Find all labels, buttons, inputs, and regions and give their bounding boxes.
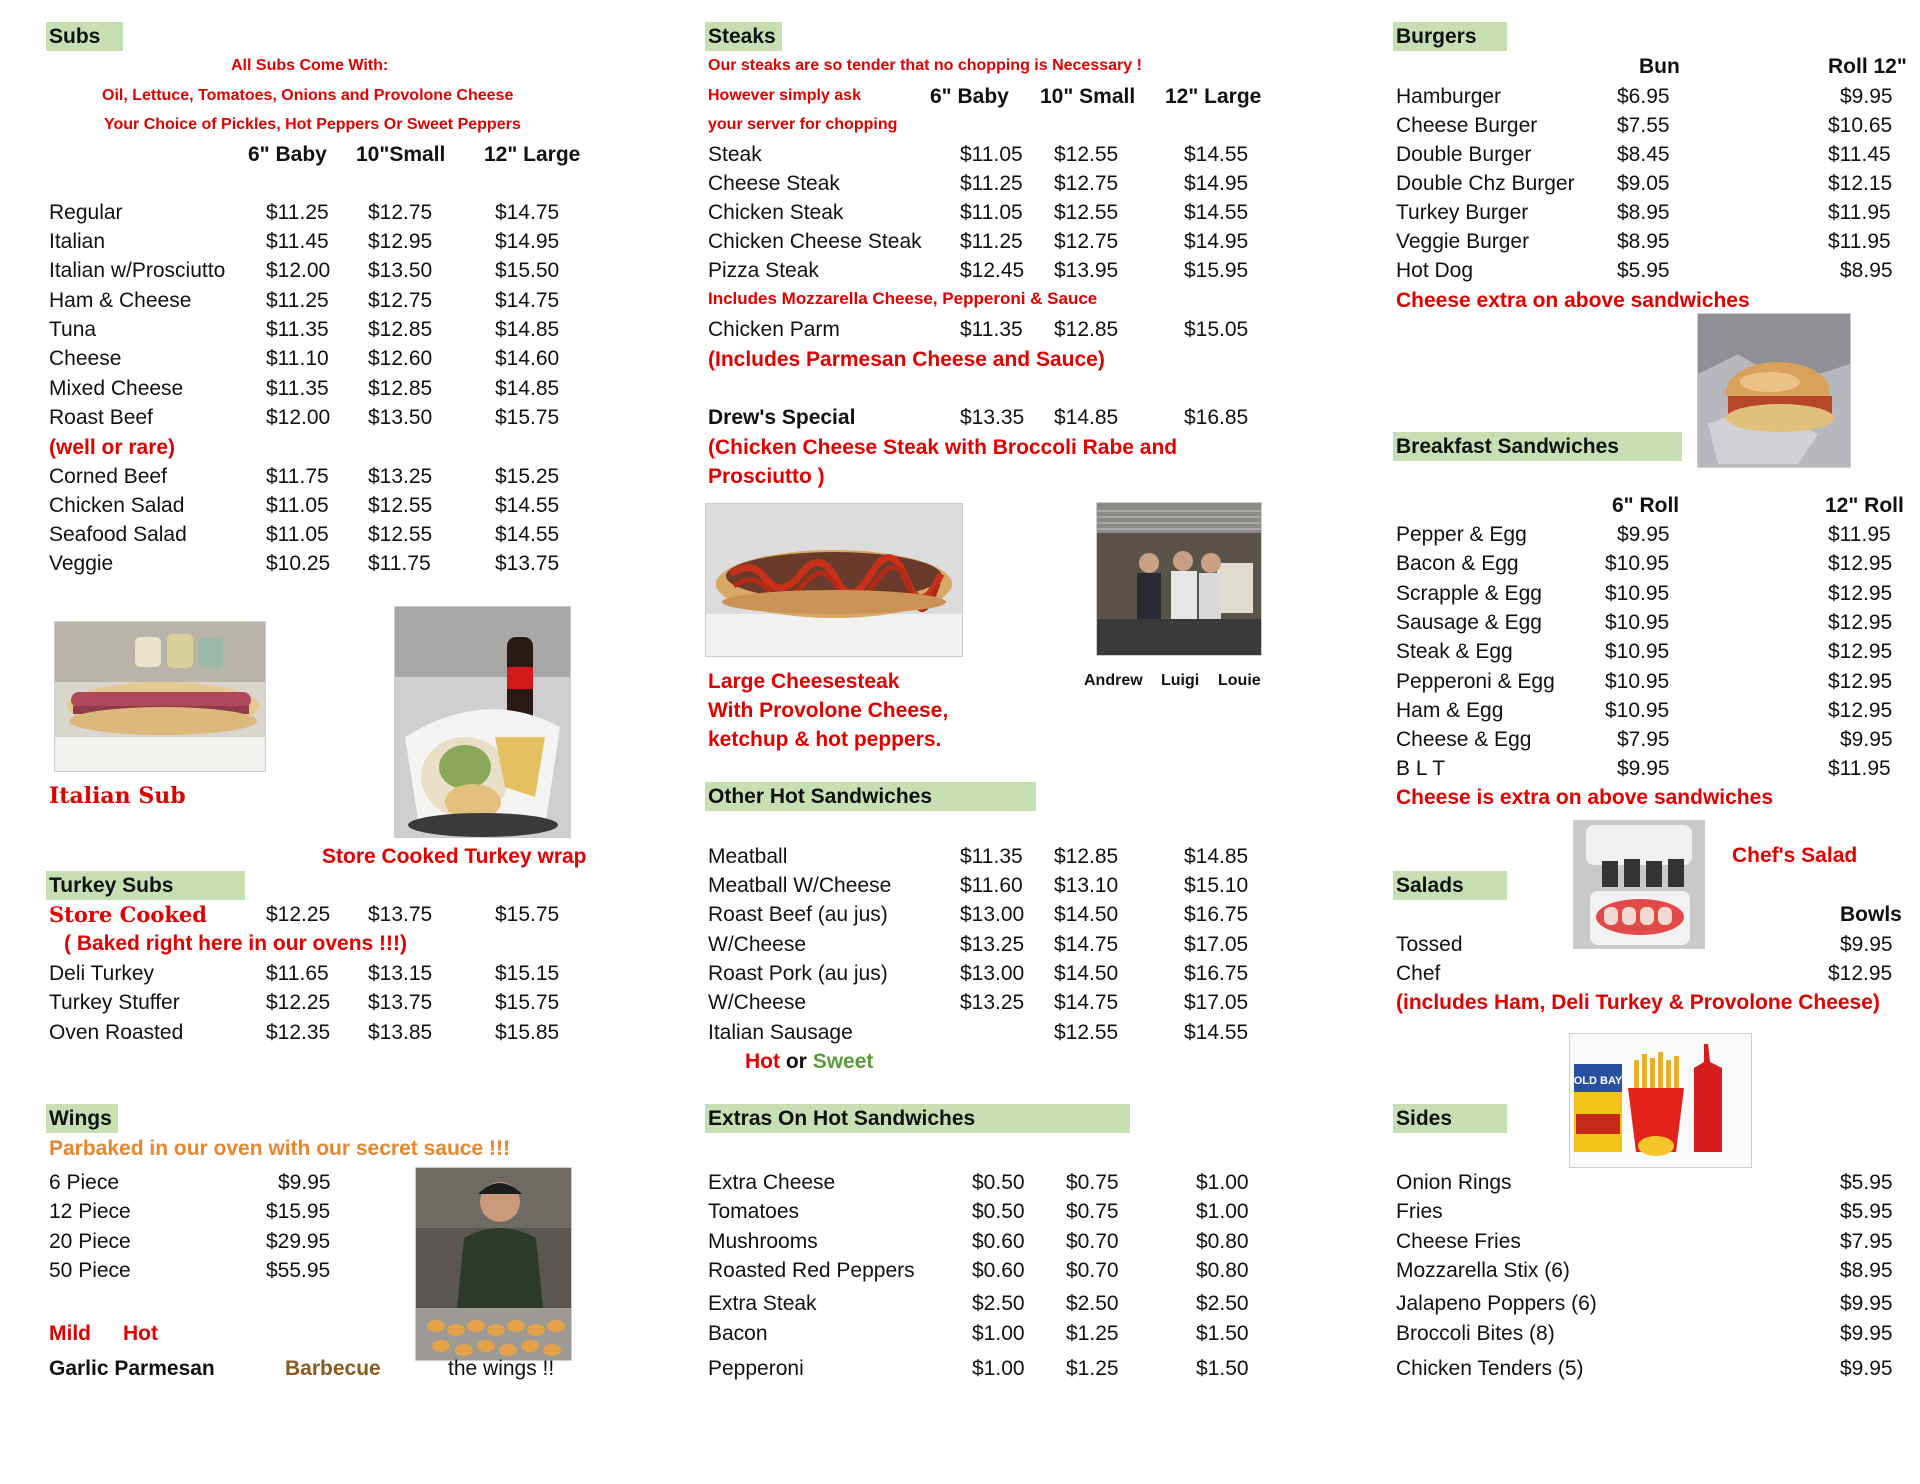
menu-cell: $14.50 xyxy=(1054,962,1119,985)
menu-cell: $11.45 xyxy=(1828,143,1891,166)
menu-cell: $12.35 xyxy=(266,1021,331,1044)
subs-note-2: Oil, Lettuce, Tomatoes, Onions and Provolone Cheese xyxy=(102,87,514,104)
menu-cell: $15.95 xyxy=(266,1200,331,1223)
menu-cell: $14.55 xyxy=(495,494,560,517)
menu-cell: W/Cheese xyxy=(708,991,807,1014)
old-bay-logo-text: OLD BAY xyxy=(1573,1075,1623,1087)
person-andrew: Andrew xyxy=(1084,672,1143,689)
menu-cell: $12.55 xyxy=(368,523,433,546)
menu-cell: $2.50 xyxy=(1066,1292,1119,1315)
turkey-wrap-caption: Store Cooked Turkey wrap xyxy=(322,845,587,868)
steaks-col-small: 10" Small xyxy=(1040,85,1136,108)
menu-cell: $5.95 xyxy=(1840,1171,1893,1194)
burgers-col-bun: Bun xyxy=(1639,55,1680,78)
menu-cell: $12.60 xyxy=(368,347,433,370)
menu-cell: $11.25 xyxy=(960,172,1023,195)
menu-cell: $14.95 xyxy=(495,230,560,253)
burgers-header: Burgers xyxy=(1393,22,1507,51)
menu-cell: Tossed xyxy=(1396,933,1463,956)
menu-cell: $11.95 xyxy=(1828,523,1891,546)
menu-cell: Ham & Egg xyxy=(1396,699,1504,722)
menu-cell: $14.85 xyxy=(495,377,560,400)
menu-cell: $55.95 xyxy=(266,1259,331,1282)
menu-cell: Cheese Fries xyxy=(1396,1230,1521,1253)
menu-cell: Meatball W/Cheese xyxy=(708,874,892,897)
menu-cell: Roast Pork (au jus) xyxy=(708,962,888,985)
menu-cell: Tomatoes xyxy=(708,1200,800,1223)
steaks-note-3: your server for chopping xyxy=(708,116,898,133)
menu-cell: Cheese xyxy=(49,347,122,370)
menu-cell: $11.05 xyxy=(266,494,329,517)
menu-cell: $12.75 xyxy=(368,289,433,312)
menu-cell: Chicken Salad xyxy=(49,494,185,517)
menu-cell: $1.00 xyxy=(972,1357,1025,1380)
menu-cell: $12.85 xyxy=(1054,318,1119,341)
menu-cell: $11.05 xyxy=(266,523,329,546)
menu-cell: $15.05 xyxy=(1184,318,1249,341)
menu-cell: Roast Beef (au jus) xyxy=(708,903,888,926)
menu-cell: $9.95 xyxy=(1617,757,1670,780)
menu-cell: $12.45 xyxy=(960,259,1025,282)
menu-cell: $0.80 xyxy=(1196,1259,1249,1282)
breakfast-col-6: 6" Roll xyxy=(1612,494,1680,517)
menu-cell: $13.75 xyxy=(368,991,433,1014)
breakfast-header: Breakfast Sandwiches xyxy=(1393,432,1682,461)
menu-cell: Italian w/Prosciutto xyxy=(49,259,226,282)
menu-cell: $15.95 xyxy=(1184,259,1249,282)
menu-cell: $14.55 xyxy=(1184,143,1249,166)
menu-cell: $14.55 xyxy=(1184,201,1249,224)
menu-cell: Extra Steak xyxy=(708,1292,817,1315)
menu-cell: $13.35 xyxy=(960,406,1025,429)
burgers-note: Cheese extra on above sandwiches xyxy=(1396,289,1750,312)
menu-cell: $15.85 xyxy=(495,1021,560,1044)
menu-cell: $12.15 xyxy=(1828,172,1893,195)
sauce-mild: Mild xyxy=(49,1322,91,1345)
menu-cell: Cheese & Egg xyxy=(1396,728,1532,751)
steaks-header: Steaks xyxy=(705,22,782,51)
menu-cell: $14.55 xyxy=(495,523,560,546)
steaks-note-1: Our steaks are so tender that no chopping is Necessary ! xyxy=(708,57,1142,74)
menu-cell: $12.75 xyxy=(1054,230,1119,253)
menu-cell: Double Chz Burger xyxy=(1396,172,1575,195)
menu-cell: $9.95 xyxy=(1840,1357,1893,1380)
menu-cell: $17.05 xyxy=(1184,933,1249,956)
breakfast-note: Cheese is extra on above sandwiches xyxy=(1396,786,1773,809)
menu-cell: $12.25 xyxy=(266,991,331,1014)
menu-cell: $12.00 xyxy=(266,259,331,282)
subs-note-1: All Subs Come With: xyxy=(231,57,389,74)
menu-cell: $14.75 xyxy=(495,201,560,224)
menu-cell: $5.95 xyxy=(1840,1200,1893,1223)
menu-cell: $9.95 xyxy=(1840,85,1893,108)
menu-cell: $0.75 xyxy=(1066,1171,1119,1194)
menu-cell: Chicken Steak xyxy=(708,201,844,224)
menu-cell: $8.95 xyxy=(1840,259,1893,282)
roast-beef-note: (well or rare) xyxy=(49,436,176,459)
sausage-options xyxy=(745,1051,873,1072)
menu-cell: Broccoli Bites (8) xyxy=(1396,1322,1555,1345)
sausage-hot: Hot xyxy=(745,1050,780,1073)
cheesesteak-caption-3: ketchup & hot peppers. xyxy=(708,728,942,751)
menu-cell: $0.75 xyxy=(1066,1200,1119,1223)
menu-cell: $12.55 xyxy=(368,494,433,517)
menu-cell: Steak xyxy=(708,143,762,166)
menu-cell: Chicken Cheese Steak xyxy=(708,230,922,253)
cheesesteak-caption-2: With Provolone Cheese, xyxy=(708,699,949,722)
menu-cell: Turkey Stuffer xyxy=(49,991,180,1014)
burger-photo xyxy=(1697,313,1851,468)
salads-header: Salads xyxy=(1393,871,1507,900)
menu-cell: $7.55 xyxy=(1617,114,1670,137)
menu-cell: $11.35 xyxy=(960,845,1023,868)
menu-cell: $13.75 xyxy=(495,552,560,575)
menu-cell: $13.25 xyxy=(960,933,1025,956)
menu-cell: $14.55 xyxy=(1184,1021,1249,1044)
menu-cell: $9.95 xyxy=(1840,1292,1893,1315)
menu-cell: $1.00 xyxy=(972,1322,1025,1345)
menu-cell: $12.95 xyxy=(368,230,433,253)
menu-cell: $29.95 xyxy=(266,1230,331,1253)
menu-cell: $16.75 xyxy=(1184,962,1249,985)
menu-cell: Chicken Parm xyxy=(708,318,840,341)
menu-cell: $9.95 xyxy=(1840,728,1893,751)
menu-cell: $10.95 xyxy=(1605,640,1670,663)
menu-cell: $14.60 xyxy=(495,347,560,370)
menu-cell: $13.50 xyxy=(368,259,433,282)
menu-cell: Mushrooms xyxy=(708,1230,818,1253)
menu-cell: $8.45 xyxy=(1617,143,1670,166)
menu-cell: $14.75 xyxy=(1054,933,1119,956)
menu-cell: $7.95 xyxy=(1840,1230,1893,1253)
menu-cell: $0.70 xyxy=(1066,1259,1119,1282)
menu-cell: $11.25 xyxy=(266,201,329,224)
menu-cell: $0.80 xyxy=(1196,1230,1249,1253)
menu-cell: $13.00 xyxy=(960,962,1025,985)
menu-cell: $15.75 xyxy=(495,903,560,926)
menu-cell: $17.05 xyxy=(1184,991,1249,1014)
menu-cell: $13.25 xyxy=(960,991,1025,1014)
menu-cell: W/Cheese xyxy=(708,933,807,956)
chef-salad-photo xyxy=(1573,820,1705,949)
menu-cell: $11.75 xyxy=(368,552,431,575)
menu-cell: $11.35 xyxy=(266,318,329,341)
menu-cell: $12.55 xyxy=(1054,1021,1119,1044)
menu-cell: $7.95 xyxy=(1617,728,1670,751)
menu-cell: $9.95 xyxy=(278,1171,331,1194)
menu-cell: Chicken Tenders (5) xyxy=(1396,1357,1584,1380)
menu-cell: $14.85 xyxy=(1184,845,1249,868)
menu-cell: Turkey Burger xyxy=(1396,201,1529,224)
sides-header: Sides xyxy=(1393,1104,1507,1133)
menu-cell: Pizza Steak xyxy=(708,259,819,282)
menu-cell: $9.95 xyxy=(1840,1322,1893,1345)
sauce-barbecue: Barbecue xyxy=(285,1357,381,1380)
sauce-hot: Hot xyxy=(123,1322,158,1345)
menu-cell: $6.95 xyxy=(1617,85,1670,108)
menu-cell: $8.95 xyxy=(1617,201,1670,224)
menu-cell: $12.85 xyxy=(1054,845,1119,868)
menu-cell: Store Cooked xyxy=(49,902,207,927)
menu-cell: $14.95 xyxy=(1184,230,1249,253)
menu-cell: $14.50 xyxy=(1054,903,1119,926)
menu-cell: $12.95 xyxy=(1828,699,1893,722)
menu-cell: $11.60 xyxy=(960,874,1023,897)
menu-cell: Steak & Egg xyxy=(1396,640,1513,663)
menu-cell: $11.95 xyxy=(1828,230,1891,253)
menu-cell: $15.75 xyxy=(495,991,560,1014)
menu-cell: $13.10 xyxy=(1054,874,1119,897)
chicken-parm-note: (Includes Parmesan Cheese and Sauce) xyxy=(708,348,1105,371)
menu-cell: $2.50 xyxy=(1196,1292,1249,1315)
menu-cell: Chef xyxy=(1396,962,1441,985)
subs-col-small: 10"Small xyxy=(356,143,446,166)
cheesesteak-caption-1: Large Cheesesteak xyxy=(708,670,900,693)
menu-cell: $1.00 xyxy=(1196,1171,1249,1194)
menu-cell: Mozzarella Stix (6) xyxy=(1396,1259,1570,1282)
menu-cell: $13.50 xyxy=(368,406,433,429)
sauce-garlic-parmesan: Garlic Parmesan xyxy=(49,1357,215,1380)
menu-cell: $0.60 xyxy=(972,1259,1025,1282)
extras-header: Extras On Hot Sandwiches xyxy=(705,1104,1130,1133)
menu-cell: $13.95 xyxy=(1054,259,1119,282)
menu-cell: Roast Beef xyxy=(49,406,153,429)
turkey-wrap-photo xyxy=(394,606,571,838)
menu-cell: Double Burger xyxy=(1396,143,1532,166)
turkey-subs-header: Turkey Subs xyxy=(46,871,245,900)
menu-cell: $12.95 xyxy=(1828,552,1893,575)
menu-cell: 6 Piece xyxy=(49,1171,120,1194)
menu-cell: $0.50 xyxy=(972,1171,1025,1194)
menu-cell: $9.05 xyxy=(1617,172,1670,195)
wings-chef-photo xyxy=(415,1167,572,1361)
baked-note: ( Baked right here in our ovens !!!) xyxy=(64,932,408,955)
menu-cell: $12.25 xyxy=(266,903,331,926)
menu-cell: $1.50 xyxy=(1196,1322,1249,1345)
menu-cell: $15.75 xyxy=(495,406,560,429)
menu-cell: $12.95 xyxy=(1828,640,1893,663)
person-luigi: Luigi xyxy=(1161,672,1200,689)
menu-cell: Italian Sausage xyxy=(708,1021,853,1044)
sausage-sweet: Sweet xyxy=(812,1050,874,1073)
menu-cell: $11.75 xyxy=(266,465,329,488)
sausage-or: or xyxy=(785,1050,807,1073)
cheesesteak-photo xyxy=(705,503,963,657)
menu-cell: Mixed Cheese xyxy=(49,377,184,400)
chef-salad-caption: Chef's Salad xyxy=(1732,844,1858,867)
breakfast-col-12: 12" Roll xyxy=(1825,494,1904,517)
menu-cell: $0.60 xyxy=(972,1230,1025,1253)
menu-cell: $11.65 xyxy=(266,962,329,985)
menu-cell: $9.95 xyxy=(1617,523,1670,546)
menu-cell: $0.70 xyxy=(1066,1230,1119,1253)
wings-note: Parbaked in our oven with our secret sauce !!! xyxy=(49,1137,510,1160)
menu-cell: $10.95 xyxy=(1605,582,1670,605)
owners-photo xyxy=(1096,502,1262,656)
menu-cell: $2.50 xyxy=(972,1292,1025,1315)
menu-cell: Jalapeno Poppers (6) xyxy=(1396,1292,1597,1315)
burgers-col-roll: Roll 12" xyxy=(1828,55,1907,78)
menu-cell: $9.95 xyxy=(1840,933,1893,956)
subs-col-baby: 6" Baby xyxy=(248,143,327,166)
menu-cell: $12.95 xyxy=(1828,670,1893,693)
menu-cell: $10.95 xyxy=(1605,670,1670,693)
menu-cell: $10.25 xyxy=(266,552,331,575)
menu-cell: Bacon xyxy=(708,1322,768,1345)
person-louie: Louie xyxy=(1218,672,1261,689)
menu-cell: Pepperoni & Egg xyxy=(1396,670,1555,693)
menu-cell: $15.25 xyxy=(495,465,560,488)
menu-cell: $1.50 xyxy=(1196,1357,1249,1380)
menu-cell: $10.95 xyxy=(1605,611,1670,634)
wings-header: Wings xyxy=(46,1104,118,1133)
menu-cell: $11.35 xyxy=(960,318,1023,341)
menu-cell: $12.95 xyxy=(1828,611,1893,634)
menu-cell: $10.95 xyxy=(1605,699,1670,722)
wings-photo-caption: the wings !! xyxy=(448,1357,555,1380)
menu-cell: $11.25 xyxy=(960,230,1023,253)
salads-col-bowls: Bowls xyxy=(1840,903,1902,926)
menu-cell: B L T xyxy=(1396,757,1446,780)
menu-cell: Onion Rings xyxy=(1396,1171,1512,1194)
menu-cell: $13.85 xyxy=(368,1021,433,1044)
menu-cell: $5.95 xyxy=(1617,259,1670,282)
menu-cell: $12.85 xyxy=(368,377,433,400)
menu-cell: $15.10 xyxy=(1184,874,1249,897)
drews-note-2: Prosciutto ) xyxy=(708,465,825,488)
menu-cell: $12.95 xyxy=(1828,582,1893,605)
menu-cell: $12.95 xyxy=(1828,962,1893,985)
menu-cell: $1.00 xyxy=(1196,1200,1249,1223)
menu-cell: Sausage & Egg xyxy=(1396,611,1542,634)
menu-cell: $11.05 xyxy=(960,201,1023,224)
steaks-note-2: However simply ask xyxy=(708,87,861,104)
menu-cell: Extra Cheese xyxy=(708,1171,836,1194)
menu-cell: $16.75 xyxy=(1184,903,1249,926)
menu-cell: $13.25 xyxy=(368,465,433,488)
subs-col-large: 12" Large xyxy=(484,143,581,166)
menu-cell: Seafood Salad xyxy=(49,523,187,546)
pizza-steak-note: Includes Mozzarella Cheese, Pepperoni & Sauce xyxy=(708,289,1098,308)
subs-note-3: Your Choice of Pickles, Hot Peppers Or Sweet Peppers xyxy=(104,116,521,133)
menu-cell: Pepperoni xyxy=(708,1357,804,1380)
menu-cell: Scrapple & Egg xyxy=(1396,582,1542,605)
menu-cell: Bacon & Egg xyxy=(1396,552,1519,575)
menu-cell: $11.05 xyxy=(960,143,1023,166)
menu-cell: $12.55 xyxy=(1054,201,1119,224)
menu-cell: Pepper & Egg xyxy=(1396,523,1527,546)
other-hot-header: Other Hot Sandwiches xyxy=(705,782,1036,811)
menu-cell: Veggie Burger xyxy=(1396,230,1530,253)
menu-cell: $14.75 xyxy=(495,289,560,312)
chef-salad-note: (includes Ham, Deli Turkey & Provolone Cheese) xyxy=(1396,991,1880,1014)
menu-cell: $11.35 xyxy=(266,377,329,400)
menu-cell: Fries xyxy=(1396,1200,1443,1223)
menu-cell: Ham & Cheese xyxy=(49,289,192,312)
drews-note-1: (Chicken Cheese Steak with Broccoli Rabe and xyxy=(708,436,1178,459)
menu-cell: $0.50 xyxy=(972,1200,1025,1223)
menu-cell: $11.45 xyxy=(266,230,329,253)
menu-cell: 20 Piece xyxy=(49,1230,131,1253)
menu-cell: Regular xyxy=(49,201,123,224)
menu-cell: $11.25 xyxy=(266,289,329,312)
menu-cell: Tuna xyxy=(49,318,97,341)
menu-cell: $11.95 xyxy=(1828,757,1891,780)
menu-cell: $15.50 xyxy=(495,259,560,282)
menu-cell: $14.95 xyxy=(1184,172,1249,195)
menu-cell: $12.75 xyxy=(368,201,433,224)
menu-cell: $8.95 xyxy=(1840,1259,1893,1282)
menu-cell: $13.15 xyxy=(368,962,433,985)
menu-cell: Cheese Steak xyxy=(708,172,840,195)
menu-cell: Veggie xyxy=(49,552,114,575)
menu-cell: $10.95 xyxy=(1605,552,1670,575)
menu-cell: Corned Beef xyxy=(49,465,167,488)
italian-sub-photo xyxy=(54,621,266,772)
menu-cell: $8.95 xyxy=(1617,230,1670,253)
menu-cell: $15.15 xyxy=(495,962,560,985)
menu-cell: $16.85 xyxy=(1184,406,1249,429)
menu-cell: 50 Piece xyxy=(49,1259,131,1282)
menu-cell: $12.85 xyxy=(368,318,433,341)
menu-cell: Hamburger xyxy=(1396,85,1502,108)
menu-cell: $1.25 xyxy=(1066,1357,1119,1380)
italian-sub-caption: Italian Sub xyxy=(49,783,186,809)
steaks-col-baby: 6" Baby xyxy=(930,85,1009,108)
menu-cell: Italian xyxy=(49,230,106,253)
menu-cell: $13.75 xyxy=(368,903,433,926)
steaks-col-large: 12" Large xyxy=(1165,85,1262,108)
sides-photo xyxy=(1569,1033,1752,1168)
menu-cell: $11.95 xyxy=(1828,201,1891,224)
menu-cell: $10.65 xyxy=(1828,114,1893,137)
menu-cell: $14.85 xyxy=(1054,406,1119,429)
menu-cell: $12.55 xyxy=(1054,143,1119,166)
menu-cell: Meatball xyxy=(708,845,788,868)
subs-header: Subs xyxy=(46,22,123,51)
menu-cell: $12.00 xyxy=(266,406,331,429)
menu-cell: Hot Dog xyxy=(1396,259,1474,282)
menu-cell: $12.75 xyxy=(1054,172,1119,195)
menu-cell: Drew's Special xyxy=(708,406,856,429)
menu-cell: Cheese Burger xyxy=(1396,114,1538,137)
menu-cell: $14.75 xyxy=(1054,991,1119,1014)
menu-cell: $13.00 xyxy=(960,903,1025,926)
menu-cell: Deli Turkey xyxy=(49,962,155,985)
menu-cell: Oven Roasted xyxy=(49,1021,184,1044)
menu-cell: Roasted Red Peppers xyxy=(708,1259,915,1282)
menu-cell: $1.25 xyxy=(1066,1322,1119,1345)
menu-cell: $11.10 xyxy=(266,347,329,370)
menu-cell: 12 Piece xyxy=(49,1200,131,1223)
menu-cell: $14.85 xyxy=(495,318,560,341)
